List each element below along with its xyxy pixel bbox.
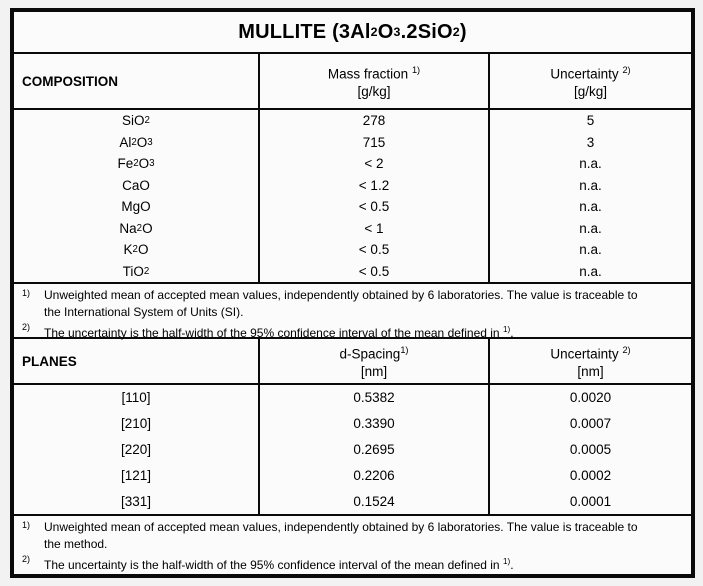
footnote-marker: 1) <box>22 288 31 299</box>
uncertainty-value: 0.0005 <box>488 436 691 462</box>
composition-table-body <box>14 110 691 285</box>
uncertainty-value: n.a. <box>488 153 691 175</box>
table-row <box>14 488 691 514</box>
uncertainty-column-header <box>488 54 691 107</box>
d-spacing-column-header <box>258 339 488 382</box>
d-spacing-value: 0.1524 <box>258 488 488 514</box>
table-row <box>14 196 691 218</box>
footnote-text: Unweighted mean of accepted mean values, independently obtained by 6 laboratories. The value is traceable to the International System of Units (SI). <box>44 288 638 320</box>
uncertainty-value: 5 <box>488 110 691 132</box>
mass-fraction-column-header <box>258 54 488 107</box>
table-row <box>14 436 691 462</box>
mass-fraction-value: < 0.5 <box>258 196 488 218</box>
uncertainty-header-unit: [g/kg] <box>573 84 608 100</box>
d-spacing-value: 0.2695 <box>258 436 488 462</box>
compound-formula: MgO <box>121 199 151 215</box>
compound-formula: Al 2 O 3 <box>119 134 153 150</box>
compound-formula: TiO 2 <box>122 264 150 280</box>
planes-table-body <box>14 385 691 516</box>
d-spacing-value: 0.3390 <box>258 411 488 437</box>
mass-fraction-value: < 0.5 <box>258 261 488 283</box>
planes-header-label: PLANES <box>22 353 77 369</box>
data-sheet-table <box>10 8 695 578</box>
uncertainty-header-line1: Uncertainty $^{2)}$ <box>550 344 631 362</box>
uncertainty-value: n.a. <box>488 239 691 261</box>
plane-label: [121] <box>120 467 152 483</box>
uncertainty-value: n.a. <box>488 261 691 283</box>
d-spacing-value: 0.5382 <box>258 385 488 411</box>
uncertainty-value: 0.0002 <box>488 462 691 488</box>
mass-fraction-value: < 1 <box>258 218 488 240</box>
table-row <box>14 153 691 175</box>
mass-fraction-value: < 1.2 <box>258 174 488 196</box>
composition-header-label: COMPOSITION <box>22 73 119 89</box>
uncertainty-value: n.a. <box>488 196 691 218</box>
plane-label: [220] <box>120 441 152 457</box>
table-row <box>14 174 691 196</box>
compound-formula: SiO 2 <box>122 113 150 128</box>
uncertainty-value: 0.0020 <box>488 385 691 411</box>
table-row <box>14 385 691 411</box>
footnote-marker: 2) <box>22 322 31 333</box>
plane-label: [210] <box>120 416 152 432</box>
d-spacing-header-line1: d-Spacing$^{1)}$ <box>339 344 409 362</box>
uncertainty-value: n.a. <box>488 218 691 240</box>
table-row <box>14 110 691 132</box>
table-row <box>14 411 691 437</box>
table-row <box>14 218 691 240</box>
uncertainty-column-header <box>488 339 691 382</box>
table-row <box>14 261 691 283</box>
d-spacing-header-unit: [nm] <box>360 364 388 380</box>
table-row <box>14 462 691 488</box>
footnote <box>14 519 691 553</box>
uncertainty-value: 0.0007 <box>488 411 691 437</box>
composition-footnotes <box>14 284 691 339</box>
mass-fraction-value: < 2 <box>258 153 488 175</box>
table-row <box>14 131 691 153</box>
uncertainty-value: 3 <box>488 131 691 153</box>
footnote <box>14 287 691 321</box>
composition-header-row <box>14 54 691 109</box>
table-row <box>14 239 691 261</box>
footnote <box>14 321 691 342</box>
footnote-text: The uncertainty is the half-width of the 95% confidence interval of the mean defined in $^{1)}$. <box>44 325 514 341</box>
uncertainty-header-line1: Uncertainty $^{2)}$ <box>550 64 631 82</box>
uncertainty-header-unit: [nm] <box>577 364 604 380</box>
uncertainty-value: 0.0001 <box>488 488 691 514</box>
compound-formula: Na 2 O <box>119 220 153 236</box>
uncertainty-value: n.a. <box>488 174 691 196</box>
planes-header-row <box>14 339 691 384</box>
mass-fraction-header-line1: Mass fraction $^{1)}$ <box>327 64 421 82</box>
mass-fraction-value: 278 <box>258 110 488 132</box>
d-spacing-value: 0.2206 <box>258 462 488 488</box>
planes-footnotes <box>14 516 691 574</box>
mass-fraction-header-unit: [g/kg] <box>357 84 391 100</box>
mass-fraction-value: 715 <box>258 131 488 153</box>
footnote <box>14 553 691 574</box>
mass-fraction-value: < 0.5 <box>258 239 488 261</box>
footnote-marker: 2) <box>22 554 31 564</box>
plane-label: [110] <box>121 390 151 406</box>
footnote-text: Unweighted mean of accepted mean values, independently obtained by 6 laboratories. The value is traceable to the method. <box>44 520 638 551</box>
footnote-marker: 1) <box>22 520 31 530</box>
page-title: MULLITE (3Al 2 O 3 .2SiO 2 ) <box>14 12 691 54</box>
plane-label: [331] <box>120 493 152 509</box>
compound-formula: CaO <box>122 177 150 193</box>
footnote-text: The uncertainty is the half-width of the 95% confidence interval of the mean defined in $^{1)}$. <box>44 557 514 572</box>
compound-formula: K 2 O <box>123 242 149 258</box>
compound-formula: Fe 2 O 3 <box>117 156 155 172</box>
